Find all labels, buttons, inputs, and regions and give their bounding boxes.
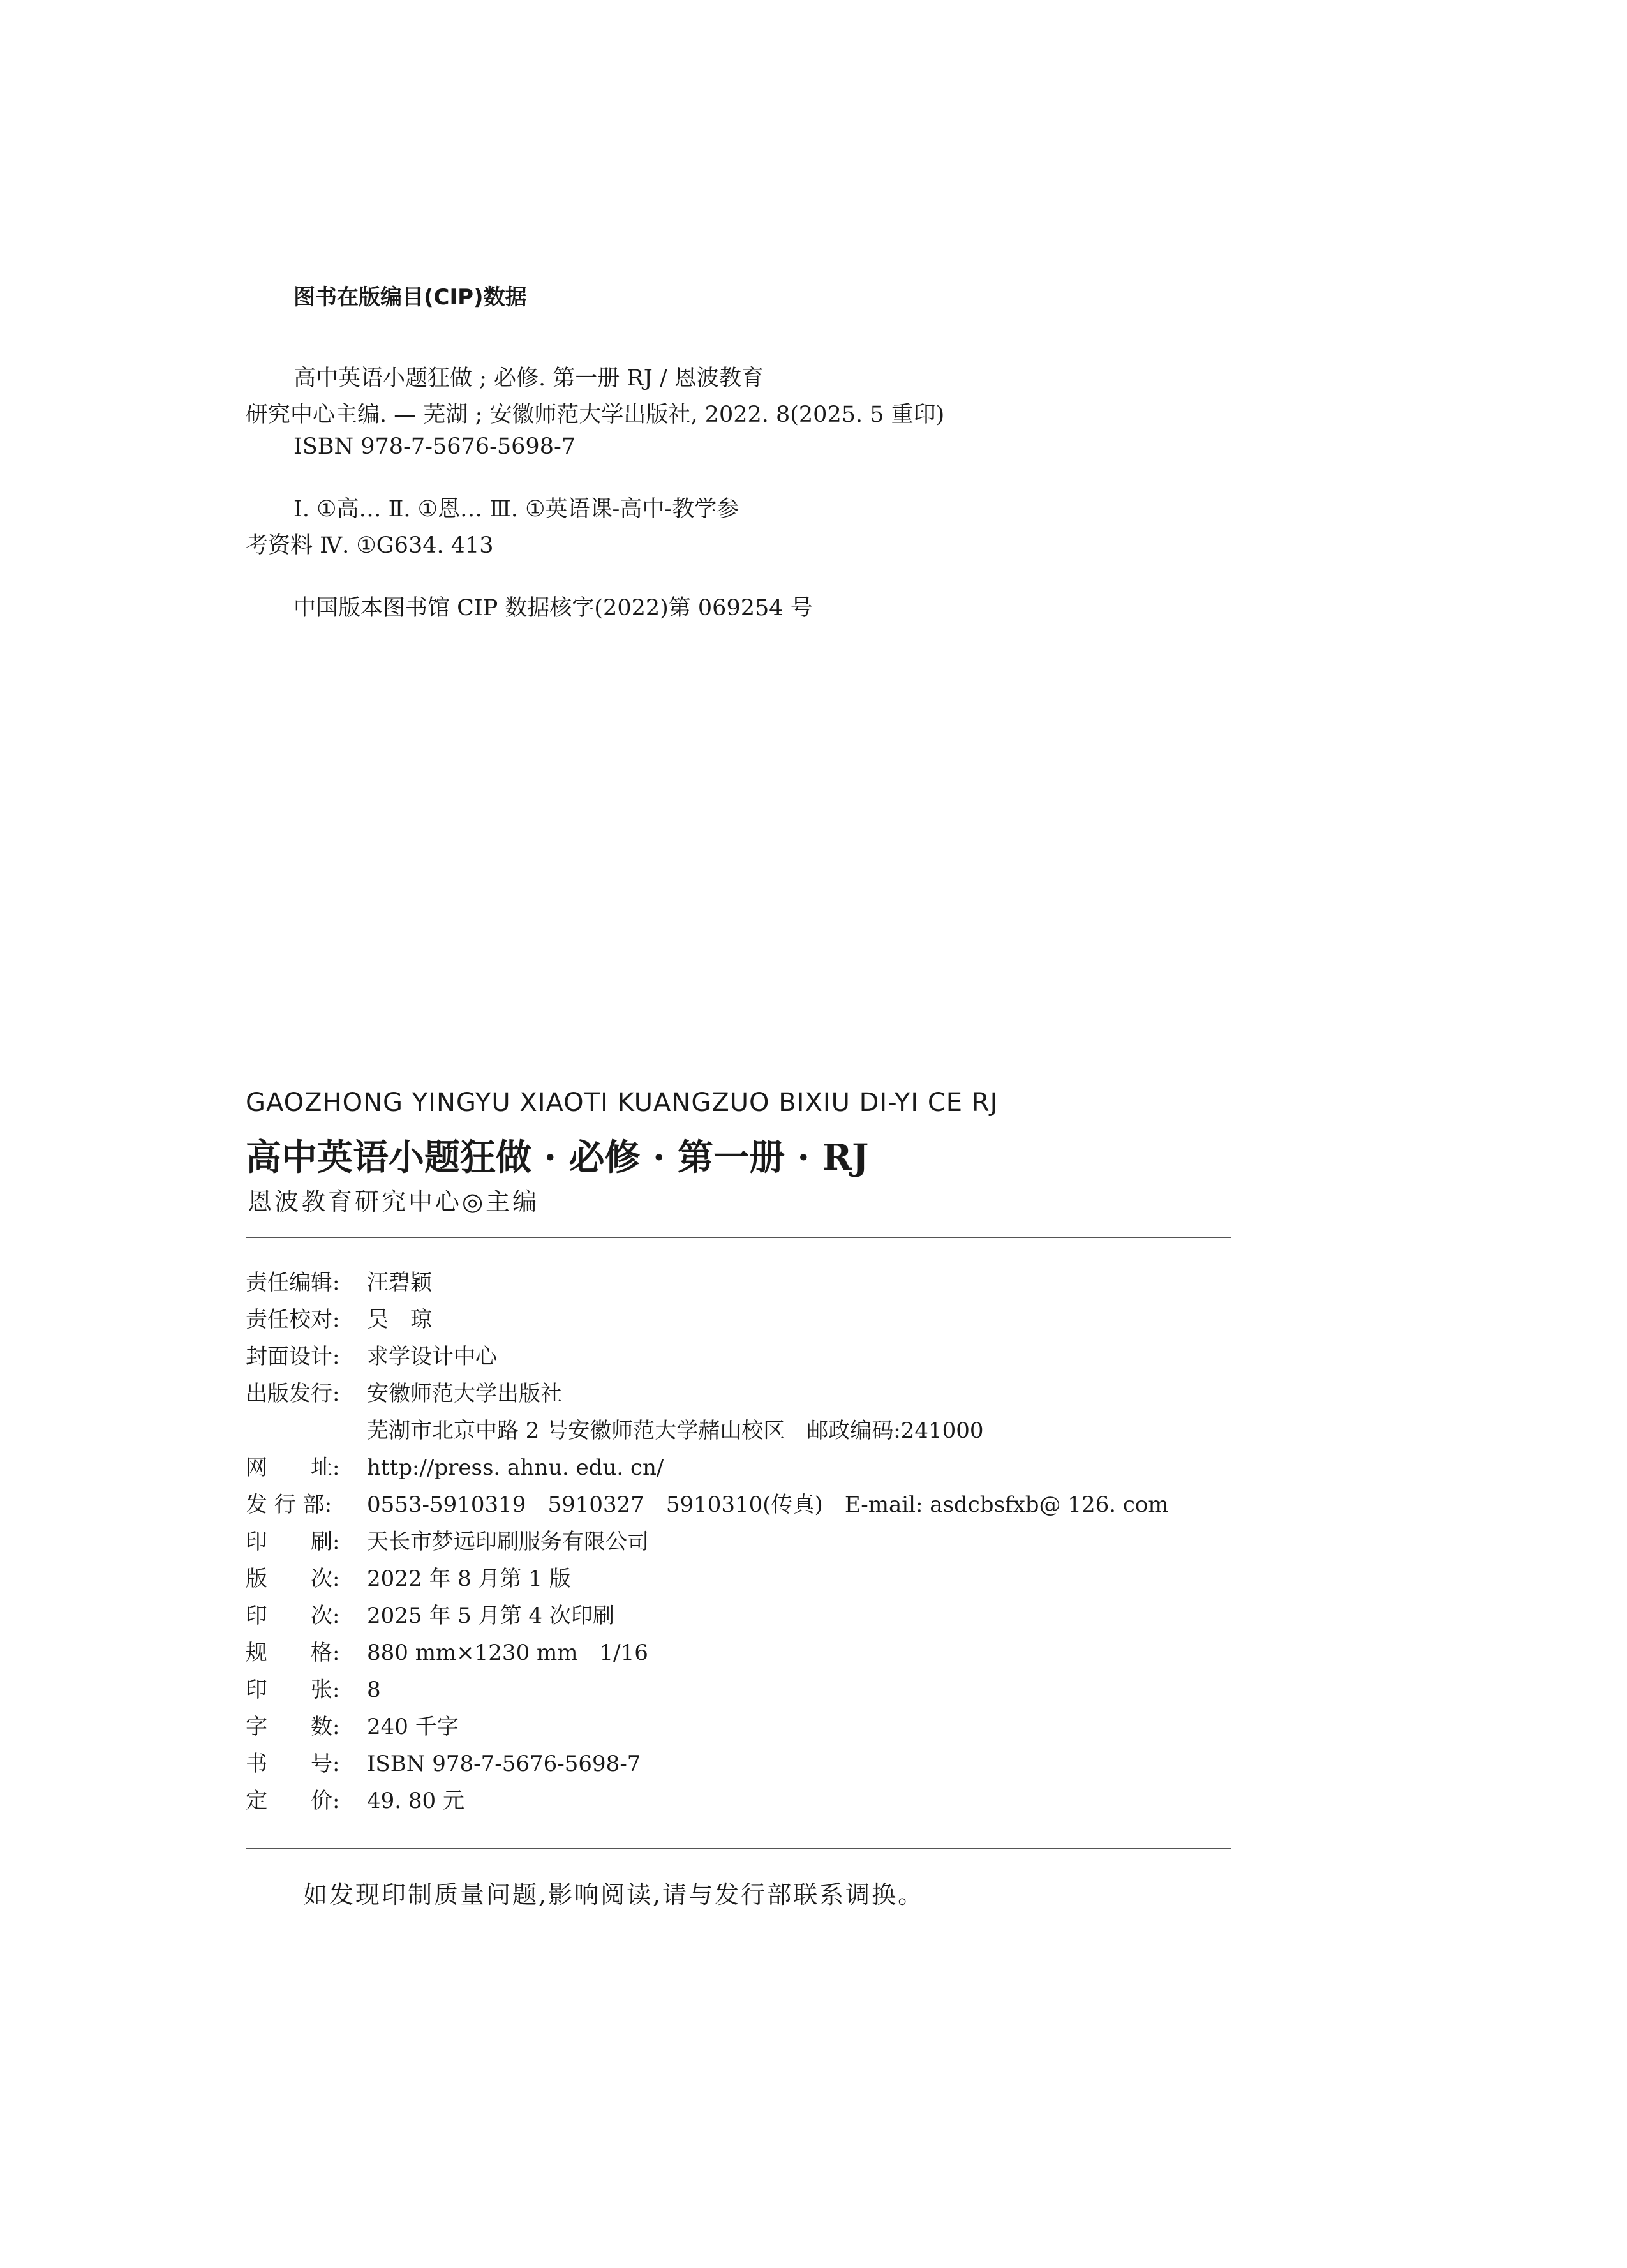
quality-notice: 如发现印制质量问题,影响阅读,请与发行部联系调换。: [303, 1881, 925, 1909]
info-row-printing: [246, 1598, 614, 1629]
info-value: 8: [367, 1677, 381, 1703]
info-row-sheets: [246, 1672, 381, 1703]
cip-heading: 图书在版编目(CIP)数据: [293, 285, 527, 310]
info-label: 书 号:: [246, 1751, 340, 1777]
info-label: 封面设计:: [246, 1344, 340, 1369]
info-value: 求学设计中心: [367, 1344, 497, 1369]
info-label: 发 行 部:: [246, 1492, 332, 1518]
info-value: 2025 年 5 月第 4 次印刷: [367, 1603, 614, 1629]
info-row-cover-design: [246, 1339, 497, 1370]
info-label: 字 数:: [246, 1714, 340, 1740]
info-label: 责任校对:: [246, 1307, 340, 1332]
info-row-format: [246, 1635, 648, 1666]
top-divider: [246, 1237, 1231, 1238]
cip-line-title: 高中英语小题狂做 ; 必修. 第一册 RJ / 恩波教育: [293, 366, 764, 391]
pinyin-title: GAOZHONG YINGYU XIAOTI KUANGZUO BIXIU DI-YI CE RJ: [246, 1088, 999, 1117]
info-label: 印 刷:: [246, 1529, 340, 1555]
info-value: 49. 80 元: [367, 1788, 464, 1814]
info-label: 网 址:: [246, 1455, 340, 1481]
info-value: 天长市梦远印刷服务有限公司: [367, 1529, 649, 1555]
info-value: 芜湖市北京中路 2 号安徽师范大学赭山校区 邮政编码:241000: [367, 1418, 984, 1444]
info-row-word-count: [246, 1709, 459, 1740]
info-row-printer: [246, 1524, 649, 1555]
info-label: 印 次:: [246, 1603, 340, 1629]
info-row-edition: [246, 1561, 571, 1592]
info-row-website: [246, 1450, 664, 1481]
bottom-divider: [246, 1848, 1231, 1849]
info-label: 版 次:: [246, 1566, 340, 1592]
cip-line-isbn: ISBN 978-7-5676-5698-7: [293, 434, 576, 459]
book-editor: 恩波教育研究中心◎主编: [248, 1188, 540, 1216]
info-row-publisher: [246, 1376, 562, 1407]
info-label: 责任编辑:: [246, 1270, 340, 1295]
cip-line-library-record: 中国版本图书馆 CIP 数据核字(2022)第 069254 号: [293, 595, 813, 621]
info-row-address: [246, 1413, 984, 1444]
info-row-isbn: [246, 1746, 641, 1777]
info-row-distribution: [246, 1487, 1169, 1518]
info-value: 安徽师范大学出版社: [367, 1381, 562, 1406]
info-value: 2022 年 8 月第 1 版: [367, 1566, 571, 1592]
info-value: 240 千字: [367, 1714, 459, 1740]
info-value: 吴 琼: [367, 1307, 432, 1332]
info-label: 规 格:: [246, 1640, 340, 1666]
cip-line-classification-cont: 考资料 Ⅳ. ①G634. 413: [246, 533, 494, 558]
info-value: http://press. ahnu. edu. cn/: [367, 1455, 664, 1481]
info-value: 880 mm×1230 mm 1/16: [367, 1640, 648, 1666]
info-value: ISBN 978-7-5676-5698-7: [367, 1751, 641, 1777]
info-label: 定 价:: [246, 1788, 340, 1814]
info-row-proofreader: [246, 1302, 432, 1333]
cip-line-classification: Ⅰ. ①高… Ⅱ. ①恩… Ⅲ. ①英语课-高中-教学参: [293, 496, 739, 522]
info-row-responsible-editor: [246, 1265, 432, 1296]
info-label: 出版发行:: [246, 1381, 340, 1406]
info-row-price: [246, 1783, 464, 1814]
book-title: 高中英语小题狂做 · 必修 · 第一册 · RJ: [246, 1137, 869, 1179]
info-value: 0553-5910319 5910327 5910310(传真) E-mail: asdcbsfxb@ 126. com: [367, 1492, 1169, 1518]
cip-line-publisher: 研究中心主编. — 芜湖 ; 安徽师范大学出版社, 2022. 8(2025. 5 重印): [246, 402, 945, 428]
info-label: 印 张:: [246, 1677, 340, 1703]
info-value: 汪碧颖: [367, 1270, 432, 1295]
